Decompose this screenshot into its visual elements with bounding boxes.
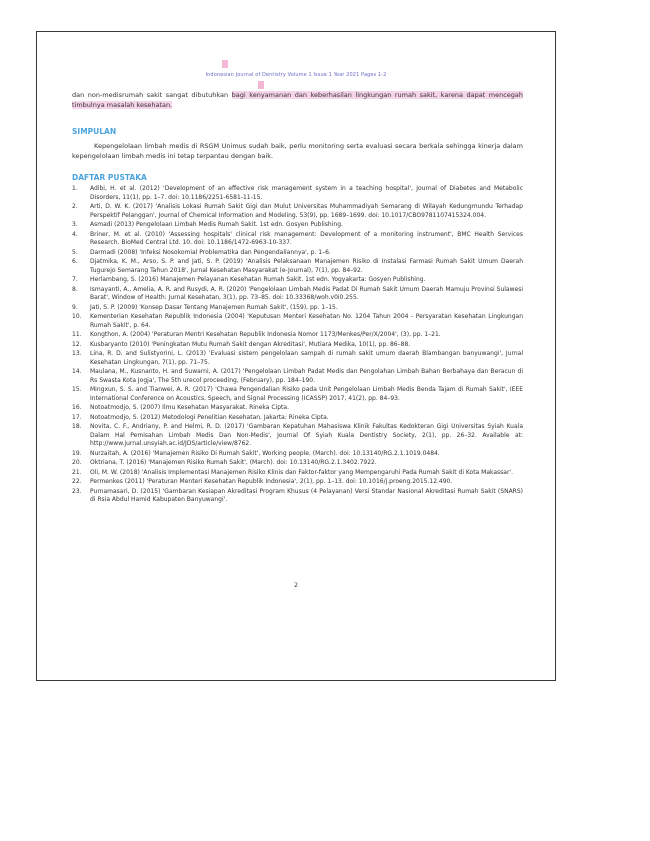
reference-text: Kongthon, A. (2004) 'Peraturan Mentri Kesehatan Republik Indonesia Nomor 1173/Menkes/Per/X/2004', (3), pp. 1–21. bbox=[90, 331, 441, 338]
reference-item bbox=[72, 488, 523, 505]
reference-number: 7. bbox=[72, 276, 78, 283]
reference-text: Asmadi (2013) Pengelolaan Limbah Medis Rumah Sakit. 1st edn. Gosyen Publishing. bbox=[90, 221, 343, 228]
reference-number: 22. bbox=[72, 478, 82, 485]
reference-item bbox=[72, 368, 523, 385]
reference-text: Notoatmodjo, S. (2007) Ilmu Kesehatan Masyarakat. Rineka Cipta. bbox=[90, 404, 289, 411]
reference-number: 10. bbox=[72, 313, 82, 320]
reference-text: Briner, M. et al. (2010) 'Assessing hospitals' clinical risk management: Development of a monitoring instrument', BMC Health Services Research. BioMed Central Ltd. 10. doi: 10.1186/1472-6963-10-337. bbox=[90, 230, 523, 246]
reference-text: Oktriana, T. (2016) 'Manajemen Risiko Rumah Sakit', (March). doi: 10.13140/RG.2.1.3402.7922. bbox=[90, 459, 377, 466]
reference-number: 19. bbox=[72, 449, 82, 457]
reference-item bbox=[72, 185, 523, 202]
reference-number: 8. bbox=[72, 285, 78, 293]
reference-text: Mingxun, S. S. and Tianwei, A. R. (2017) 'Chawa Pengendalian Risiko pada Unit Pengelolaan Limbah Medis Benda Tajam di Rumah Sakit', IEEE International Conference on Acoustics, Speech, and Signal Processing (ICASSP) 2017, 41(2), pp. 84–93. bbox=[90, 386, 523, 402]
reference-number: 4. bbox=[72, 230, 78, 238]
reference-item bbox=[72, 341, 523, 350]
reference-text: Djatmika, K. M., Arso, S. P. and Jati, S. P. (2019) 'Analisis Pelaksanaan Manajemen Risiko di Instalasi Farmasi Rumah Sakit Umum Daerah Tugurejo Semarang Tahun 2018', Jurnal Kesehatan Masyarakat (e-Journal), 7(1), pp. 84–92. bbox=[90, 258, 523, 274]
intro-text: dan non-medisrumah sakit sangat dibutuhkan bbox=[72, 91, 232, 99]
reference-number: 9. bbox=[72, 303, 78, 311]
journal-header: Indonesian Journal of Dentistry Volume 1 Issue 1 Year 2021 Pages 1-2 bbox=[205, 72, 387, 78]
reference-text: Notoatmodjo, S. (2012) Metodologi Penelitian Kesehatan. Jakarta: Rineka Cipta. bbox=[90, 413, 329, 421]
reference-item bbox=[72, 450, 523, 459]
reference-item bbox=[72, 469, 523, 478]
highlighted-text: bagi kenyamanan dan keberhasilan lingkungan rumah sakit, karena dapat mencegah timbulnya masalah kesehatan. bbox=[72, 91, 523, 109]
reference-item bbox=[72, 249, 523, 258]
reference-item bbox=[72, 414, 523, 423]
reference-text: Maulana, M., Kusnanto, H. and Suwarni, A. (2017) 'Pengelolaan Limbah Padat Medis dan Pengolahan Limbah Bahan Berbahaya dan Beracun di Rs Swasta Kota Jogja', The 5th urecol proceeding, (February), pp. 184–190. bbox=[90, 368, 523, 384]
reference-item bbox=[72, 203, 523, 220]
reference-item bbox=[72, 221, 523, 230]
reference-text: Permenkes (2011) 'Peraturan Menteri Kesehatan Republik Indonesia', 2(1), pp. 1–13. doi: 10.1016/j.proeng.2015.12.490. bbox=[90, 478, 453, 485]
reference-item bbox=[72, 304, 523, 313]
reference-list bbox=[72, 185, 523, 506]
reference-text: Ismayanti, A., Amelia, A. R. and Rusydi, A. R. (2020) 'Pengelolaan Limbah Medis Padat Di Rumah Sakit Umum Daerah Mamuju Provinsi Sulawesi Barat', Window of Health: Jurnal Kesehatan, 3(1), pp. 73–85. doi: 10.33368/woh.v0i0.255. bbox=[90, 285, 523, 301]
reference-number: 20. bbox=[72, 459, 82, 466]
intro-paragraph bbox=[72, 90, 523, 110]
reference-text: Kementerian Kesehatan Republik Indonesia (2004) 'Keputusan Menteri Kesehatan No. 1204 Tahun 2004 - Persyaratan Kesehatan Lingkungan Rumah Sakit', p. 64. bbox=[90, 313, 523, 329]
reference-number: 1. bbox=[72, 185, 78, 192]
document-page bbox=[36, 31, 556, 681]
reference-item bbox=[72, 258, 523, 275]
reference-text: Novita, C. F., Andriany, P. and Helmi, R. D. (2017) 'Gambaran Kepatuhan Mahasiswa Klinik Fakultas Kedokteran Gigi Universitas Syiah Kuala Dalam Hal Pemisahan Limbah Medis Dan Non-Medis', Journal Of Syiah Kuala Dentistry Society, 2(1), pp. 26–32. Available at: http://www.jurnal.unsyiah.ac.id/JDS/article/view/8762. bbox=[90, 423, 523, 447]
reference-number: 12. bbox=[72, 340, 82, 348]
reference-item bbox=[72, 313, 523, 330]
reference-number: 11. bbox=[72, 331, 82, 338]
reference-item bbox=[72, 478, 523, 487]
reference-item bbox=[72, 231, 523, 248]
reference-text: Herlambang, S. (2016) Manajemen Pelayanan Kesehatan Rumah Sakit. 1st edn. Yogyakarta: Gosyen Publishing. bbox=[90, 276, 426, 283]
reference-number: 6. bbox=[72, 258, 78, 265]
reference-text: Adibi, H. et al. (2012) 'Development of an effective risk management system in a teaching hospital', Journal of Diabetes and Metabolic Disorders, 11(1), pp. 1–7. doi: 10.1186/2251-6581-11-15. bbox=[90, 185, 523, 201]
reference-item bbox=[72, 331, 523, 340]
page-number: 2 bbox=[294, 582, 298, 589]
annotation-marker bbox=[258, 81, 264, 89]
reference-item bbox=[72, 386, 523, 403]
reference-text: Darmadi (2008) 'Infeksi Nosokomial Problematika dan Pengendaliannya', p. 1–6. bbox=[90, 248, 331, 256]
reference-text: Jati, S. P. (2009) 'Konsep Dasar Tentang Manajemen Rumah Sakit', (159), pp. 1–15. bbox=[90, 303, 338, 311]
reference-text: Purnamasari, D. (2015) 'Gambaran Kesiapan Akreditasi Program Khusus (4 Pelayanan) Versi Standar Nasional Akreditasi Rumah Sakit (SNARS) di Rsia Abdul Hamid Kabupaten Banyuwangi'. bbox=[90, 487, 523, 503]
simpulan-heading: SIMPULAN bbox=[72, 127, 117, 136]
reference-text: Oli, M. W. (2018) 'Analisis Implementasi Manajemen Risiko Klinis dan Faktor-faktor yang Mempengaruhi Pada Rumah Sakit di Kota Makassar'. bbox=[90, 468, 513, 476]
reference-text: Nurzaitah, A. (2016) 'Manajemen Risiko Di Rumah Sakit', Working people. (March). doi: 10.13140/RG.2.1.1019.0484. bbox=[90, 449, 440, 457]
reference-text: Arti, D. W. K. (2017) 'Analisis Lokasi Rumah Sakit Gigi dan Mulut Universitas Muhammadiyah Semarang di Wilayah Kedungmundu Terhadap Perspektif Pelanggan', Journal of Chemical Information and Modeling, 53(9), pp. 1689–1699. doi: 10.1017/CBO9781107415324.004. bbox=[90, 203, 523, 219]
references-heading: DAFTAR PUSTAKA bbox=[72, 173, 147, 182]
reference-text: Kusbaryanto (2010) 'Peningkatan Mutu Rumah Sakit dengan Akreditasi', Mutiara Medika, 10(1), pp. 86–88. bbox=[90, 340, 411, 348]
reference-number: 14. bbox=[72, 368, 82, 375]
reference-item bbox=[72, 286, 523, 303]
reference-item bbox=[72, 276, 523, 285]
reference-number: 2. bbox=[72, 203, 78, 210]
reference-number: 5. bbox=[72, 248, 78, 256]
reference-text: Lina, R. D. and Sulistyorini, L. (2013) 'Evaluasi sistem pengelolaan sampah di rumah sakit umum daerah Blambangan banyuwangi', Jurnal Kesehatan Lingkungan, 7(1), pp. 71–75. bbox=[90, 350, 523, 366]
reference-item bbox=[72, 423, 523, 449]
reference-number: 21. bbox=[72, 468, 82, 476]
reference-item bbox=[72, 350, 523, 367]
simpulan-paragraph: Kepengelolaan limbah medis di RSGM Unimus sudah baik, perlu monitoring serta evaluasi secara berkala sehingga kinerja dalam kepengelolaan limbah medis ini tetap terpantau dengan baik. bbox=[72, 142, 523, 160]
reference-item bbox=[72, 459, 523, 468]
reference-number: 18. bbox=[72, 423, 82, 430]
reference-number: 23. bbox=[72, 487, 82, 495]
reference-number: 13. bbox=[72, 350, 82, 357]
reference-number: 3. bbox=[72, 221, 78, 228]
reference-number: 15. bbox=[72, 386, 82, 393]
reference-number: 16. bbox=[72, 404, 82, 411]
reference-item bbox=[72, 404, 523, 413]
reference-number: 17. bbox=[72, 413, 82, 421]
annotation-marker bbox=[222, 60, 228, 68]
